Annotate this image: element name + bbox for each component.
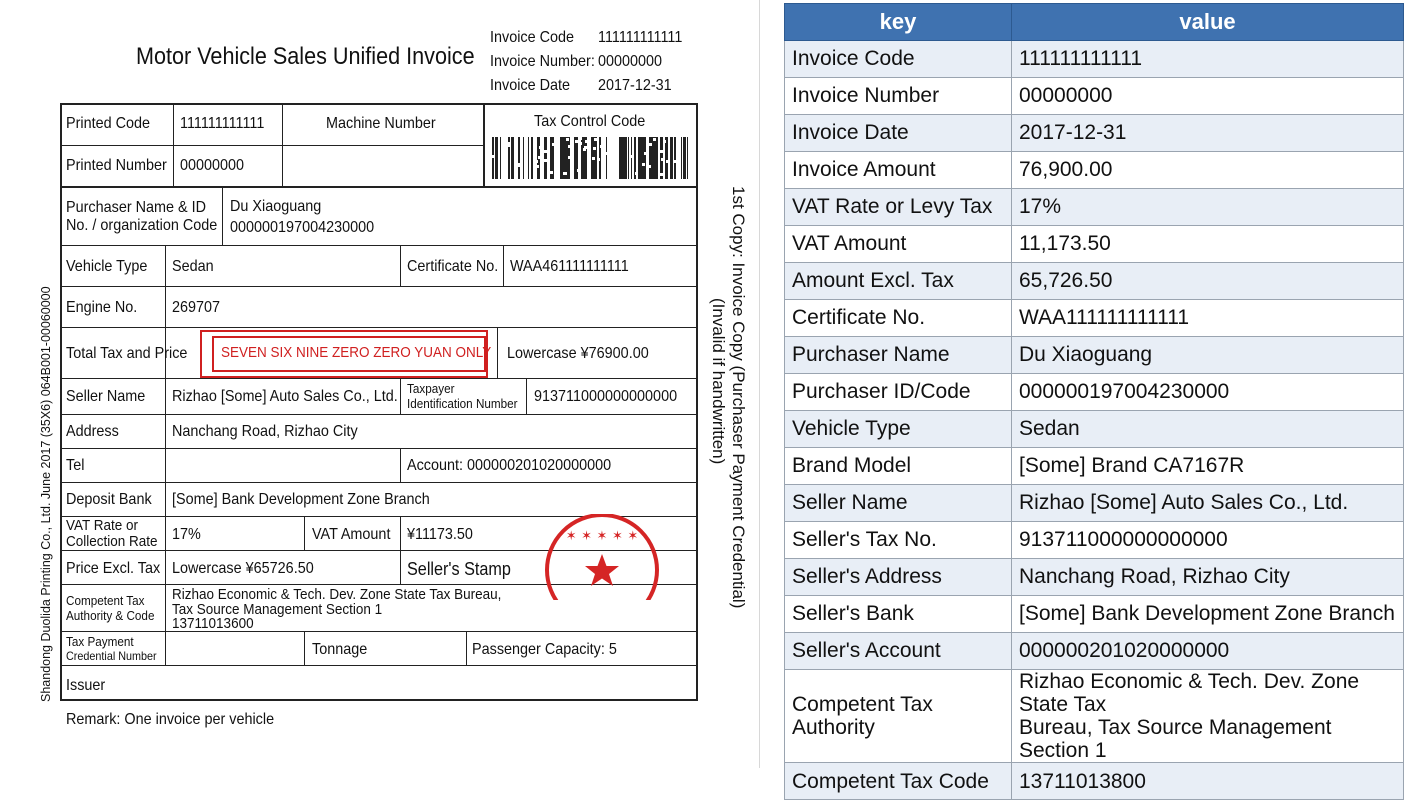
value-column-header: value (1012, 4, 1404, 41)
table-header-row (785, 4, 1404, 41)
engine-label: Engine No. (66, 299, 138, 316)
row-key: Certificate No. (785, 300, 1012, 337)
row-key: Seller Name (785, 485, 1012, 522)
row-value-line1: Rizhao Economic & Tech. Dev. Zone State Tax (1019, 670, 1360, 717)
passenger-capacity: Passenger Capacity: 5 (472, 641, 617, 658)
table-row (785, 41, 1404, 78)
authority-code: 13711013600 (172, 615, 254, 632)
col-divider (165, 245, 166, 665)
row-value: 13711013800 (1012, 763, 1404, 800)
invoice-number-label: Invoice Number: (490, 53, 595, 70)
authority-label-line1: Competent Tax (66, 593, 145, 608)
invoice-code-value: 111111111111 (598, 29, 683, 46)
tonnage-label: Tonnage (312, 641, 368, 658)
total-words: SEVEN SIX NINE ZERO ZERO YUAN ONLY (221, 344, 492, 361)
row-divider (60, 186, 698, 188)
table-row (785, 559, 1404, 596)
table-row (785, 189, 1404, 226)
vat-rate-label-line1: VAT Rate or (66, 517, 139, 534)
table-row (785, 448, 1404, 485)
row-key: Competent Tax Code (785, 763, 1012, 800)
row-key: Seller's Bank (785, 596, 1012, 633)
col-divider (173, 103, 174, 186)
col-divider (400, 245, 401, 286)
invoice-number-value: 00000000 (598, 53, 663, 70)
row-key: Invoice Date (785, 115, 1012, 152)
row-key: Brand Model (785, 448, 1012, 485)
purchaser-name: Du Xiaoguang (230, 198, 322, 215)
table-row (785, 522, 1404, 559)
table-row (785, 670, 1404, 763)
copy-side-note-invalid: (Invalid if handwritten) (709, 298, 728, 465)
col-divider (304, 516, 305, 550)
price-excl-value: Lowercase ¥65726.50 (172, 560, 314, 577)
table-row (785, 115, 1404, 152)
table-row (785, 263, 1404, 300)
row-divider (60, 327, 698, 328)
row-value: 2017-12-31 (1012, 115, 1404, 152)
row-key: Invoice Code (785, 41, 1012, 78)
row-divider (60, 286, 698, 287)
row-value: [Some] Bank Development Zone Branch (1012, 596, 1404, 633)
account-text: Account: 000000201020000000 (407, 457, 612, 474)
row-value: 76,900.00 (1012, 152, 1404, 189)
row-key: Invoice Amount (785, 152, 1012, 189)
row-value: 11,173.50 (1012, 226, 1404, 263)
taxpayer-value: 913711000000000000 (534, 388, 678, 405)
seller-stamp-label: Seller's Stamp (407, 559, 511, 579)
invoice-date-value: 2017-12-31 (598, 77, 672, 94)
row-divider (60, 414, 698, 415)
row-value-line2: Bureau, Tax Source Management Section 1 (1019, 716, 1332, 763)
certificate-label: Certificate No. (407, 258, 499, 275)
invoice-date-label: Invoice Date (490, 77, 571, 94)
bank-label: Deposit Bank (66, 491, 152, 508)
tax-control-code-label: Tax Control Code (534, 113, 646, 130)
machine-number-label: Machine Number (326, 115, 436, 132)
vehicle-type-label: Vehicle Type (66, 258, 148, 275)
engine-value: 269707 (172, 299, 221, 316)
remark-text: Remark: One invoice per vehicle (66, 711, 275, 728)
price-excl-label: Price Excl. Tax (66, 560, 161, 577)
vat-amount-label: VAT Amount (312, 526, 391, 543)
row-value: 000000201020000000 (1012, 633, 1404, 670)
certificate-value: WAA461111111111 (510, 258, 629, 275)
row-key: Seller's Tax No. (785, 522, 1012, 559)
table-row (785, 78, 1404, 115)
row-value: 17% (1012, 189, 1404, 226)
row-key: Competent Tax Authority (785, 670, 1012, 763)
row-divider (60, 665, 698, 666)
col-divider (282, 145, 283, 186)
table-row (785, 226, 1404, 263)
taxpayer-label-line1: Taxpayer (407, 381, 455, 396)
row-key: Purchaser Name (785, 337, 1012, 374)
address-value: Nanchang Road, Rizhao City (172, 423, 358, 440)
table-row (785, 485, 1404, 522)
table-row (785, 374, 1404, 411)
authority-line1: Rizhao Economic & Tech. Dev. Zone State Tax Bureau, (172, 586, 502, 603)
row-value: 913711000000000000 (1012, 522, 1404, 559)
tel-label: Tel (66, 457, 85, 474)
table-row (785, 337, 1404, 374)
col-divider (400, 448, 401, 482)
col-divider (497, 327, 498, 378)
row-value: 65,726.50 (1012, 263, 1404, 300)
col-divider (400, 516, 401, 584)
row-key: Amount Excl. Tax (785, 263, 1012, 300)
vat-rate-value: 17% (172, 526, 201, 543)
bank-value: [Some] Bank Development Zone Branch (172, 491, 430, 508)
col-divider (282, 103, 283, 145)
address-label: Address (66, 423, 119, 440)
payment-label-line1: Tax Payment (66, 634, 134, 649)
row-value (1012, 670, 1404, 763)
printed-code-value: 111111111111 (180, 115, 265, 132)
issuer-label: Issuer (66, 677, 106, 694)
row-key: Seller's Account (785, 633, 1012, 670)
seller-name-value: Rizhao [Some] Auto Sales Co., Ltd. (172, 388, 398, 405)
col-divider (526, 378, 527, 414)
purchaser-id: 000000197004230000 (230, 219, 375, 236)
authority-line2: Tax Source Management Section 1 (172, 601, 383, 618)
row-divider (60, 145, 484, 146)
taxpayer-label-line2: Identification Number (407, 396, 518, 411)
row-divider (60, 482, 698, 483)
svg-text:✶ ✶ ✶ ✶ ✶: ✶ ✶ ✶ ✶ ✶ (565, 529, 639, 544)
printer-side-note: Shandong Duolida Printing Co., Ltd. June 2017 (35X6) 064B001-00060000 (39, 286, 53, 702)
payment-label-line2: Credential Number (66, 649, 157, 663)
purchaser-label-line2: No. / organization Code (66, 217, 218, 234)
invoice-code-label: Invoice Code (490, 29, 575, 46)
table-row (785, 300, 1404, 337)
col-divider (222, 186, 223, 245)
col-divider (466, 631, 467, 665)
purchaser-label-line1: Purchaser Name & ID (66, 199, 207, 216)
row-key: Invoice Number (785, 78, 1012, 115)
col-divider (503, 245, 504, 286)
row-key: VAT Rate or Levy Tax (785, 189, 1012, 226)
row-value: 00000000 (1012, 78, 1404, 115)
col-divider (400, 378, 401, 414)
vat-amount-value: ¥11173.50 (407, 526, 473, 543)
row-value: Du Xiaoguang (1012, 337, 1404, 374)
row-value: Sedan (1012, 411, 1404, 448)
total-lowercase: Lowercase ¥76900.00 (507, 345, 649, 362)
row-key: Seller's Address (785, 559, 1012, 596)
vehicle-type-value: Sedan (172, 258, 214, 275)
table-row (785, 152, 1404, 189)
vat-rate-label-line2: Collection Rate (66, 533, 158, 550)
row-divider (60, 245, 698, 246)
row-value: 000000197004230000 (1012, 374, 1404, 411)
table-row (785, 633, 1404, 670)
col-divider (304, 631, 305, 665)
key-column-header: key (785, 4, 1012, 41)
row-value: Rizhao [Some] Auto Sales Co., Ltd. (1012, 485, 1404, 522)
panel-divider (759, 0, 760, 768)
table-row (785, 411, 1404, 448)
row-value: 111111111111 (1012, 41, 1404, 78)
col-divider (483, 103, 485, 186)
row-value: [Some] Brand CA7167R (1012, 448, 1404, 485)
row-divider (60, 631, 698, 632)
key-value-table (784, 3, 1404, 800)
row-key: Purchaser ID/Code (785, 374, 1012, 411)
row-value: WAA111111111111 (1012, 300, 1404, 337)
row-value: Nanchang Road, Rizhao City (1012, 559, 1404, 596)
tax-control-barcode (492, 137, 688, 179)
table-row (785, 596, 1404, 633)
authority-label-line2: Authority & Code (66, 608, 155, 623)
seller-seal-stamp (544, 514, 660, 600)
row-key: Vehicle Type (785, 411, 1012, 448)
row-divider (60, 378, 698, 379)
printed-number-label: Printed Number (66, 157, 167, 174)
row-key: VAT Amount (785, 226, 1012, 263)
total-label: Total Tax and Price (66, 345, 188, 362)
copy-side-note: 1st Copy: Invoice Copy (Purchaser Payment Credential) (729, 186, 748, 609)
table-row (785, 763, 1404, 800)
seller-name-label: Seller Name (66, 388, 146, 405)
row-divider (60, 448, 698, 449)
printed-code-label: Printed Code (66, 115, 151, 132)
printed-number-value: 00000000 (180, 157, 245, 174)
invoice-title: Motor Vehicle Sales Unified Invoice (136, 43, 475, 70)
